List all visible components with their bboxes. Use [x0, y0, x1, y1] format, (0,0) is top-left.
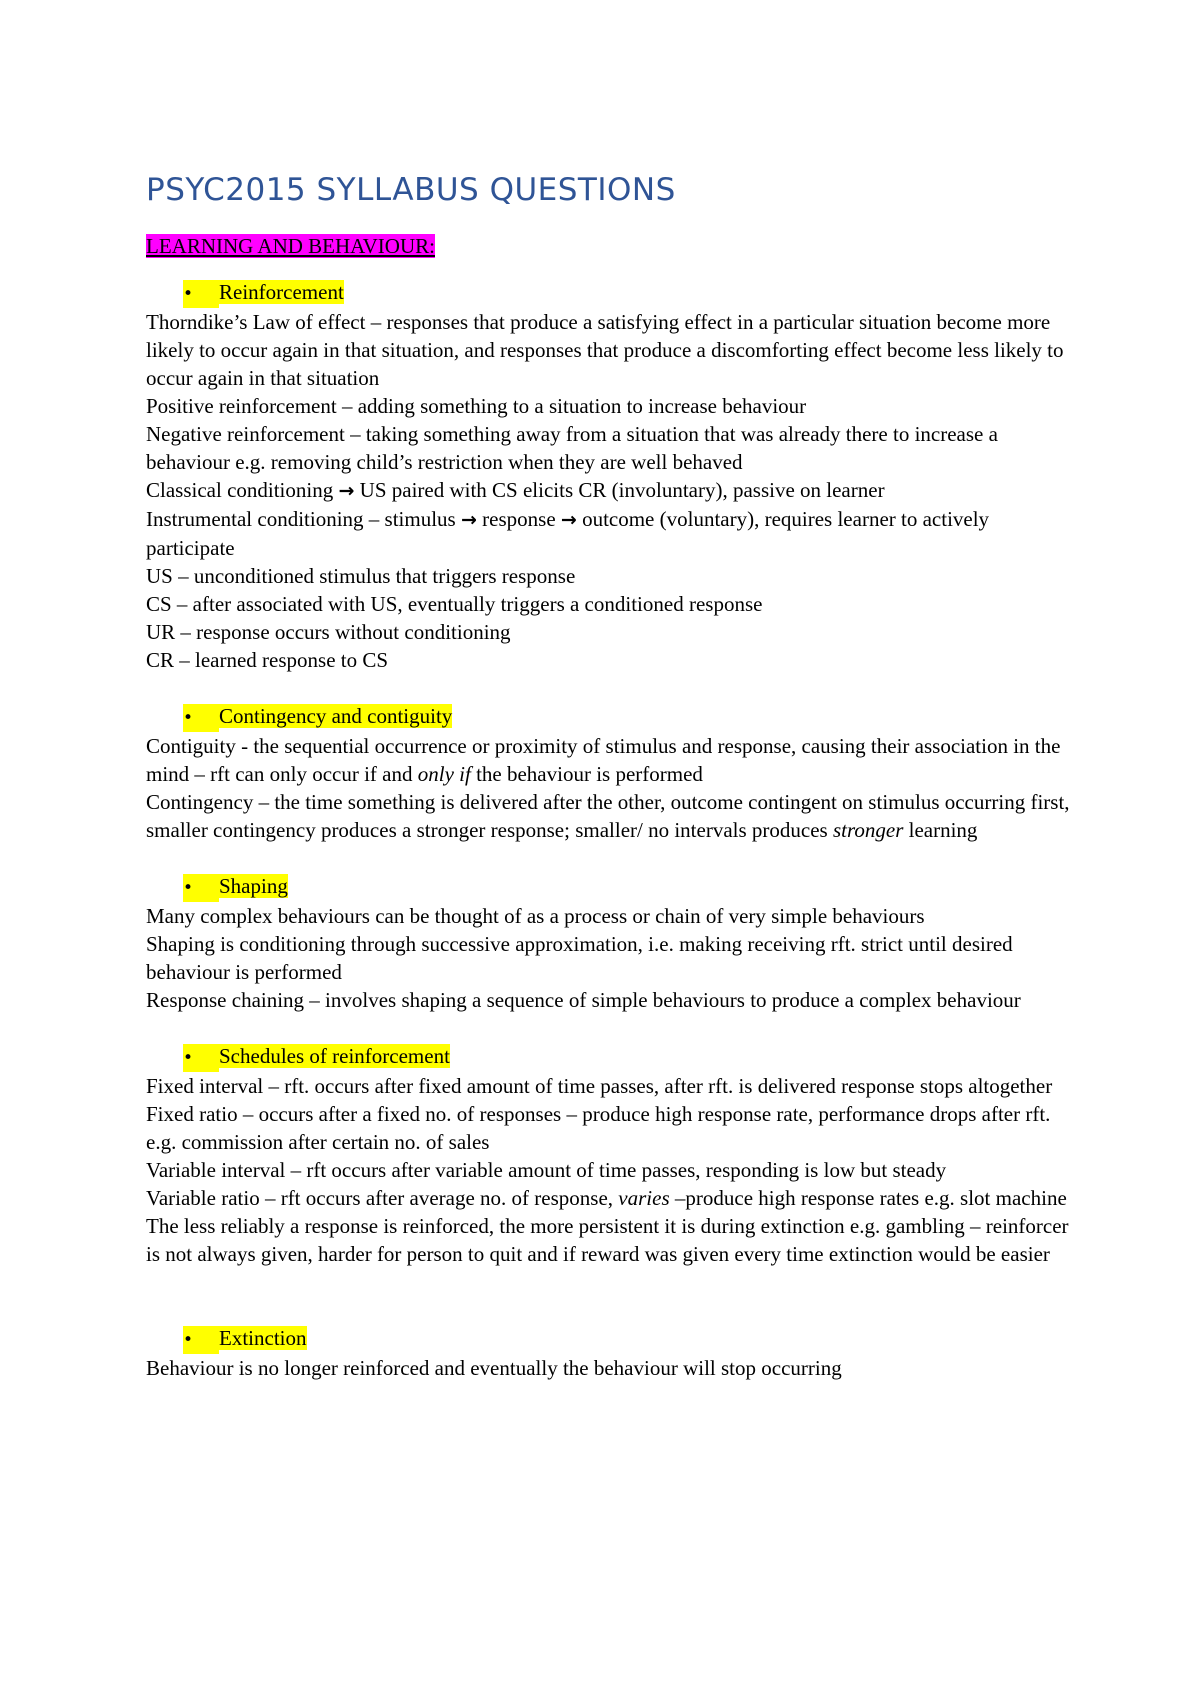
arrow-right-icon: →	[460, 509, 477, 531]
topic-heading	[146, 1042, 1076, 1072]
topic-heading	[146, 1324, 1076, 1354]
paragraph	[146, 788, 1076, 844]
paragraph: CS – after associated with US, eventually triggers a conditioned response	[146, 592, 763, 616]
text-run: learning	[903, 818, 978, 842]
text-run: US paired with CS elicits CR (involuntary), passive on learner	[354, 478, 885, 502]
topic-heading	[146, 702, 1076, 732]
arrow-right-icon: →	[560, 509, 577, 531]
section-heading-label: LEARNING AND BEHAVIOUR:	[146, 234, 435, 258]
paragraph: Many complex behaviours can be thought of as a process or chain of very simple behaviours	[146, 904, 925, 928]
emphasis: varies	[618, 1186, 670, 1210]
paragraph: Fixed ratio – occurs after a fixed no. of responses – produce high response rate, performance drops after rft. e.g. commission after certain no. of sales	[146, 1102, 1051, 1154]
text-run: Classical conditioning	[146, 478, 339, 502]
paragraph	[146, 476, 1076, 505]
paragraph	[146, 1184, 1076, 1212]
paragraph: Variable interval – rft occurs after variable amount of time passes, responding is low but steady	[146, 1158, 947, 1182]
document-content	[146, 170, 1076, 1382]
paragraph: Negative reinforcement – taking something away from a situation that was already there to increase a behaviour e.g. removing child’s restriction when they are well behaved	[146, 422, 998, 474]
arrow-right-icon: →	[338, 480, 355, 502]
emphasis: stronger	[832, 818, 904, 842]
text-run: Variable ratio – rft occurs after average no. of response,	[146, 1186, 619, 1210]
paragraph: US – unconditioned stimulus that triggers response	[146, 564, 576, 588]
paragraph	[146, 732, 1076, 788]
topic-heading	[146, 872, 1076, 902]
text-run: response	[476, 507, 561, 531]
bullet-icon: •	[183, 874, 219, 902]
document-title: PSYC2015 SYLLABUS QUESTIONS	[146, 172, 676, 208]
paragraph: The less reliably a response is reinforced, the more persistent it is during extinction e.g. gambling – reinforcer is not always given, harder for person to quit and if reward was given every time extinction would be easier	[146, 1214, 1069, 1266]
bullet-icon: •	[183, 704, 219, 732]
topic-contingency-contiguity	[146, 702, 1076, 844]
topic-label: Extinction	[219, 1326, 307, 1350]
text-run: Contingency – the time something is delivered after the other, outcome contingent on stimulus occurring first, smaller contingency produces a stronger response; smaller/ no intervals produces	[146, 790, 1070, 842]
topic-label: Reinforcement	[219, 280, 344, 304]
paragraph: Positive reinforcement – adding something to a situation to increase behaviour	[146, 394, 807, 418]
text-run: –produce high response rates e.g. slot machine	[669, 1186, 1067, 1210]
topic-schedules	[146, 1042, 1076, 1268]
paragraph: CR – learned response to CS	[146, 648, 389, 672]
text-run: Instrumental conditioning – stimulus	[146, 507, 461, 531]
topic-shaping	[146, 872, 1076, 1014]
text-run: the behaviour is performed	[470, 762, 703, 786]
paragraph: Thorndike’s Law of effect – responses that produce a satisfying effect in a particular situation become more likely to occur again in that situation, and responses that produce a discomforting effect become less likely to occur again in that situation	[146, 310, 1064, 390]
paragraph: UR – response occurs without conditioning	[146, 620, 511, 644]
spacer	[146, 674, 1076, 702]
text-run: outcome (voluntary), requires learner to actively participate	[146, 507, 990, 560]
topic-reinforcement	[146, 278, 1076, 674]
paragraph: Behaviour is no longer reinforced and eventually the behaviour will stop occurring	[146, 1356, 842, 1380]
spacer	[146, 1268, 1076, 1324]
paragraph: Response chaining – involves shaping a sequence of simple behaviours to produce a complex behaviour	[146, 988, 1021, 1012]
paragraph: Fixed interval – rft. occurs after fixed amount of time passes, after rft. is delivered response stops altogether	[146, 1074, 1053, 1098]
section-heading	[146, 232, 1076, 260]
topic-heading	[146, 278, 1076, 308]
topic-label: Schedules of reinforcement	[219, 1044, 450, 1068]
topic-label: Shaping	[219, 874, 288, 898]
spacer	[146, 844, 1076, 872]
emphasis: only if	[417, 762, 471, 786]
topic-label: Contingency and contiguity	[219, 704, 453, 728]
paragraph	[146, 505, 1076, 562]
spacer	[146, 1014, 1076, 1042]
text-run: Contiguity - the sequential occurrence or proximity of stimulus and response, causing their association in the mind – rft can only occur if and	[146, 734, 1061, 786]
bullet-icon: •	[183, 280, 219, 308]
paragraph: Shaping is conditioning through successive approximation, i.e. making receiving rft. strict until desired behaviour is performed	[146, 932, 1013, 984]
bullet-icon: •	[183, 1326, 219, 1354]
topic-extinction	[146, 1324, 1076, 1382]
bullet-icon: •	[183, 1044, 219, 1072]
